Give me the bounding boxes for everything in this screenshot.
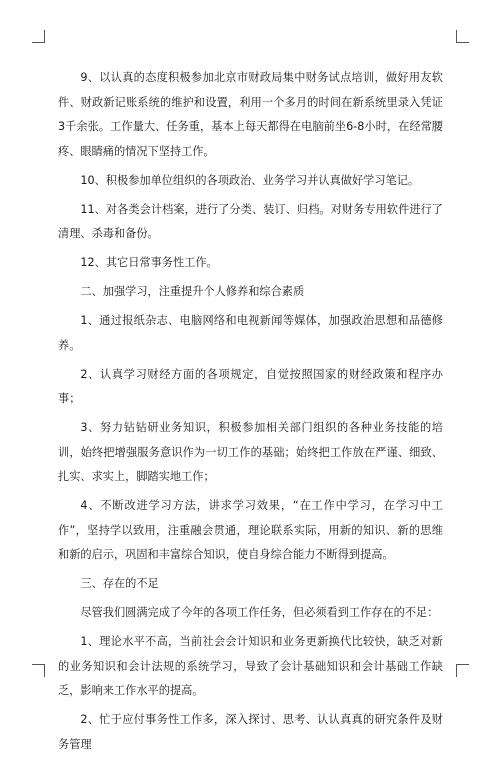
document-body bbox=[58, 66, 443, 757]
paragraph-study-2: 2、认真学习财经方面的各项规定，自觉按照国家的财经政策和程序办事； bbox=[58, 367, 443, 405]
crop-mark-bottom-right bbox=[456, 664, 469, 677]
paragraph-item-11: 11、对各类会计档案，进行了分类、装订、归档。对财务专用软件进行了清理、杀毒和备份。 bbox=[58, 202, 443, 240]
paragraph-shortcomings-1: 1、理论水平不高，当前社会会计知识和业务更新换代比较快，缺乏对新的业务知识和会计法规的系统学习，导致了会计基础知识和会计基础工作缺乏，影响来工作水平的提高。 bbox=[58, 635, 443, 697]
paragraph-study-1: 1、通过报纸杂志、电脑网络和电视新闻等媒体，加强政治思想和品德修养。 bbox=[58, 314, 443, 352]
paragraph-item-9: 9、以认真的态度积极参加北京市财政局集中财务试点培训，做好用友软件、财政新记账系统的维护和设置，利用一个多月的时间在新系统里录入凭证3千余张。工作量大、任务重，基本上每天都得在电脑前坐6-8小时，在经常腰疼、眼睛痛的情况下坚持工作。 bbox=[58, 71, 443, 158]
paragraph-shortcomings-2: 2、忙于应付事务性工作多，深入探讨、思考、认认真真的研究条件及财务管理 bbox=[58, 713, 443, 751]
paragraph-shortcomings-intro: 尽管我们圆满完成了今年的各项工作任务，但必须看到工作存在的不足： bbox=[80, 606, 439, 619]
paragraph-study-4: 4、不断改进学习方法，讲求学习效果，“在工作中学习，在学习中工作”，坚持学以致用，注重融会贯通，理论联系实际，用新的知识、新的思维和新的启示，巩固和丰富综合知识，使自身综合能力不断得到提高。 bbox=[58, 499, 443, 561]
crop-mark-top-left bbox=[32, 30, 45, 43]
paragraph-study-3: 3、努力钻钻研业务知识，积极参加相关部门组织的各种业务技能的培训，始终把增强服务意识作为一切工作的基础；始终把工作放在严谨、细致、扎实、求实上，脚踏实地工作； bbox=[58, 421, 443, 483]
section-heading-shortcomings: 三、存在的不足 bbox=[80, 577, 159, 590]
paragraph-item-12: 12、其它日常事务性工作。 bbox=[80, 256, 218, 269]
crop-mark-bottom-left bbox=[32, 664, 45, 677]
crop-mark-top-right bbox=[456, 30, 469, 43]
paragraph-item-10: 10、积极参加单位组织的各项政治、业务学习并认真做好学习笔记。 bbox=[80, 173, 420, 187]
section-heading-study: 二、加强学习，注重提升个人修养和综合素质 bbox=[80, 285, 305, 298]
